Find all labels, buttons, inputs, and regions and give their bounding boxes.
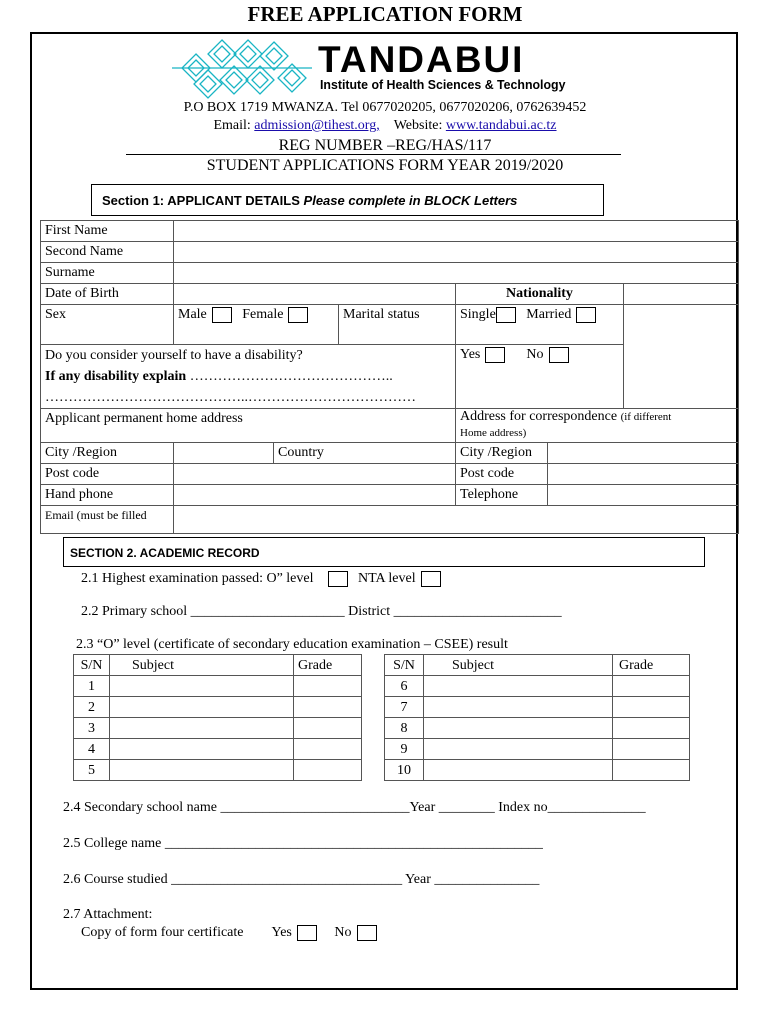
grade-field[interactable] [294, 676, 362, 697]
q24-secondary-school[interactable]: 2.4 Secondary school name ___________________________Year ________ Index no______________ [63, 800, 646, 815]
subject-field[interactable] [424, 760, 613, 781]
nationality-extra-field[interactable] [624, 305, 739, 409]
attachment-yes-label: Yes [271, 925, 292, 941]
contact-line [0, 118, 770, 134]
disability-yes-checkbox[interactable] [485, 347, 505, 363]
row-number: 2 [74, 697, 110, 718]
home-address-label: Applicant permanent home address [41, 409, 456, 443]
row-number: 1 [74, 676, 110, 697]
reg-number: REG NUMBER –REG/HAS/117 [278, 137, 492, 154]
email-link[interactable]: admission@tihest.org, [254, 118, 380, 133]
subject-field[interactable] [424, 697, 613, 718]
first-name-label: First Name [41, 221, 174, 242]
applicant-details-table [40, 220, 739, 534]
row-number: 7 [385, 697, 424, 718]
disability-explain-label: If any disability explain [45, 369, 187, 384]
page-title: FREE APPLICATION FORM [247, 2, 523, 26]
corr-post-code-label: Post code [456, 464, 548, 485]
grade-field[interactable] [613, 718, 690, 739]
nationality-field[interactable] [624, 284, 739, 305]
single-checkbox[interactable] [496, 307, 516, 323]
post-code-label: Post code [41, 464, 174, 485]
grade-field[interactable] [613, 760, 690, 781]
grade-field[interactable] [294, 718, 362, 739]
second-name-label: Second Name [41, 242, 174, 263]
female-checkbox[interactable] [288, 307, 308, 323]
copy-certificate-label: Copy of form four certificate [81, 925, 244, 941]
attachment-yes-checkbox[interactable] [297, 925, 317, 941]
email-label: Email (must be filled [41, 506, 174, 534]
subject-field[interactable] [110, 697, 294, 718]
q21-label: 2.1 Highest examination passed: O” level [81, 571, 314, 587]
second-name-field[interactable] [174, 242, 739, 263]
divider [126, 154, 621, 155]
grade-field[interactable] [294, 760, 362, 781]
male-checkbox[interactable] [212, 307, 232, 323]
row-number: 6 [385, 676, 424, 697]
nationality-label: Nationality [456, 284, 624, 305]
corr-city-label: City /Region [456, 443, 548, 464]
correspondence-label: Address for correspondence [460, 409, 618, 424]
website-label: Website: [393, 118, 443, 133]
subject-header: Subject [110, 655, 294, 676]
email-label: Email: [213, 118, 251, 133]
q22-line[interactable] [81, 604, 562, 620]
row-number: 8 [385, 718, 424, 739]
correspondence-note-2: Home address) [460, 427, 527, 439]
first-name-field[interactable] [174, 221, 739, 242]
corr-post-code-field[interactable] [548, 464, 739, 485]
disability-no-label: No [526, 347, 544, 362]
section1-heading-italic: Please complete in BLOCK Letters [303, 193, 518, 208]
grade-field[interactable] [613, 697, 690, 718]
section2-heading: SECTION 2. ACADEMIC RECORD [63, 537, 705, 567]
dob-label: Date of Birth [41, 284, 174, 305]
email-field[interactable] [174, 506, 739, 534]
correspondence-note: (if different [620, 411, 672, 423]
sex-label: Sex [41, 305, 174, 345]
subject-field[interactable] [424, 739, 613, 760]
disability-dots[interactable]: …………………………………….. [189, 369, 393, 384]
disability-no-checkbox[interactable] [549, 347, 569, 363]
q27-attachment-label: 2.7 Attachment: [63, 907, 153, 922]
row-number: 5 [74, 760, 110, 781]
website-link[interactable]: www.tandabui.ac.tz [445, 118, 557, 133]
surname-field[interactable] [174, 263, 739, 284]
brand-name: TANDABUI [318, 39, 525, 80]
sn-header: S/N [385, 655, 424, 676]
grade-header: Grade [613, 655, 690, 676]
marital-status-label: Marital status [339, 305, 456, 345]
married-checkbox[interactable] [576, 307, 596, 323]
olevel-results-right [384, 654, 690, 781]
disability-dots-line[interactable]: ……………………………………..……………………………… [45, 390, 416, 405]
row-number: 4 [74, 739, 110, 760]
nta-label: NTA level [358, 571, 416, 587]
row-number: 9 [385, 739, 424, 760]
attachment-no-checkbox[interactable] [357, 925, 377, 941]
country-label: Country [274, 443, 456, 464]
subject-header: Subject [424, 655, 613, 676]
q21-line [81, 571, 441, 587]
section1-heading [91, 184, 604, 216]
attachment-no-label: No [334, 925, 352, 941]
grade-field[interactable] [613, 739, 690, 760]
post-code-field[interactable] [174, 464, 456, 485]
q23-label: 2.3 “O” level (certificate of secondary education examination – CSEE) result [76, 637, 508, 652]
brand-subtitle: Institute of Health Sciences & Technology [320, 77, 566, 92]
grade-header: Grade [294, 655, 362, 676]
surname-label: Surname [41, 263, 174, 284]
female-label: Female [242, 307, 284, 322]
olevel-results-left [73, 654, 362, 781]
section1-heading-bold: Section 1: APPLICANT DETAILS [102, 193, 300, 208]
subject-field[interactable] [110, 760, 294, 781]
city-label: City /Region [41, 443, 174, 464]
form-title: STUDENT APPLICATIONS FORM YEAR 2019/2020 [206, 157, 564, 174]
grade-field[interactable] [613, 676, 690, 697]
city-field[interactable] [174, 443, 274, 464]
disability-question: Do you consider yourself to have a disability? [45, 348, 303, 363]
postal-address: P.O BOX 1719 MWANZA. Tel 0677020205, 0677020206, 0762639452 [183, 100, 587, 115]
telephone-field[interactable] [548, 485, 739, 506]
disability-yes-label: Yes [460, 347, 481, 362]
q22-primary-school[interactable]: 2.2 Primary school ______________________ [81, 604, 345, 619]
nta-checkbox[interactable] [421, 571, 441, 587]
q22-district[interactable]: District ________________________ [348, 604, 562, 619]
q25-college-name[interactable]: 2.5 College name ______________________________________________________ [63, 836, 543, 851]
single-label: Single [460, 307, 496, 322]
corr-city-field[interactable] [548, 443, 739, 464]
subject-field[interactable] [110, 676, 294, 697]
q27-copy-line [81, 925, 377, 941]
subject-field[interactable] [424, 718, 613, 739]
sn-header: S/N [74, 655, 110, 676]
subject-field[interactable] [110, 718, 294, 739]
o-level-checkbox[interactable] [328, 571, 348, 587]
subject-field[interactable] [110, 739, 294, 760]
dob-field[interactable] [174, 284, 456, 305]
subject-field[interactable] [424, 676, 613, 697]
row-number: 10 [385, 760, 424, 781]
hand-phone-label: Hand phone [41, 485, 174, 506]
tandabui-logo-icon [172, 36, 317, 100]
married-label: Married [526, 307, 572, 322]
male-label: Male [178, 307, 207, 322]
hand-phone-field[interactable] [174, 485, 456, 506]
telephone-label: Telephone [456, 485, 548, 506]
grade-field[interactable] [294, 697, 362, 718]
grade-field[interactable] [294, 739, 362, 760]
row-number: 3 [74, 718, 110, 739]
q26-course-studied[interactable]: 2.6 Course studied _________________________________ Year _______________ [63, 872, 540, 887]
